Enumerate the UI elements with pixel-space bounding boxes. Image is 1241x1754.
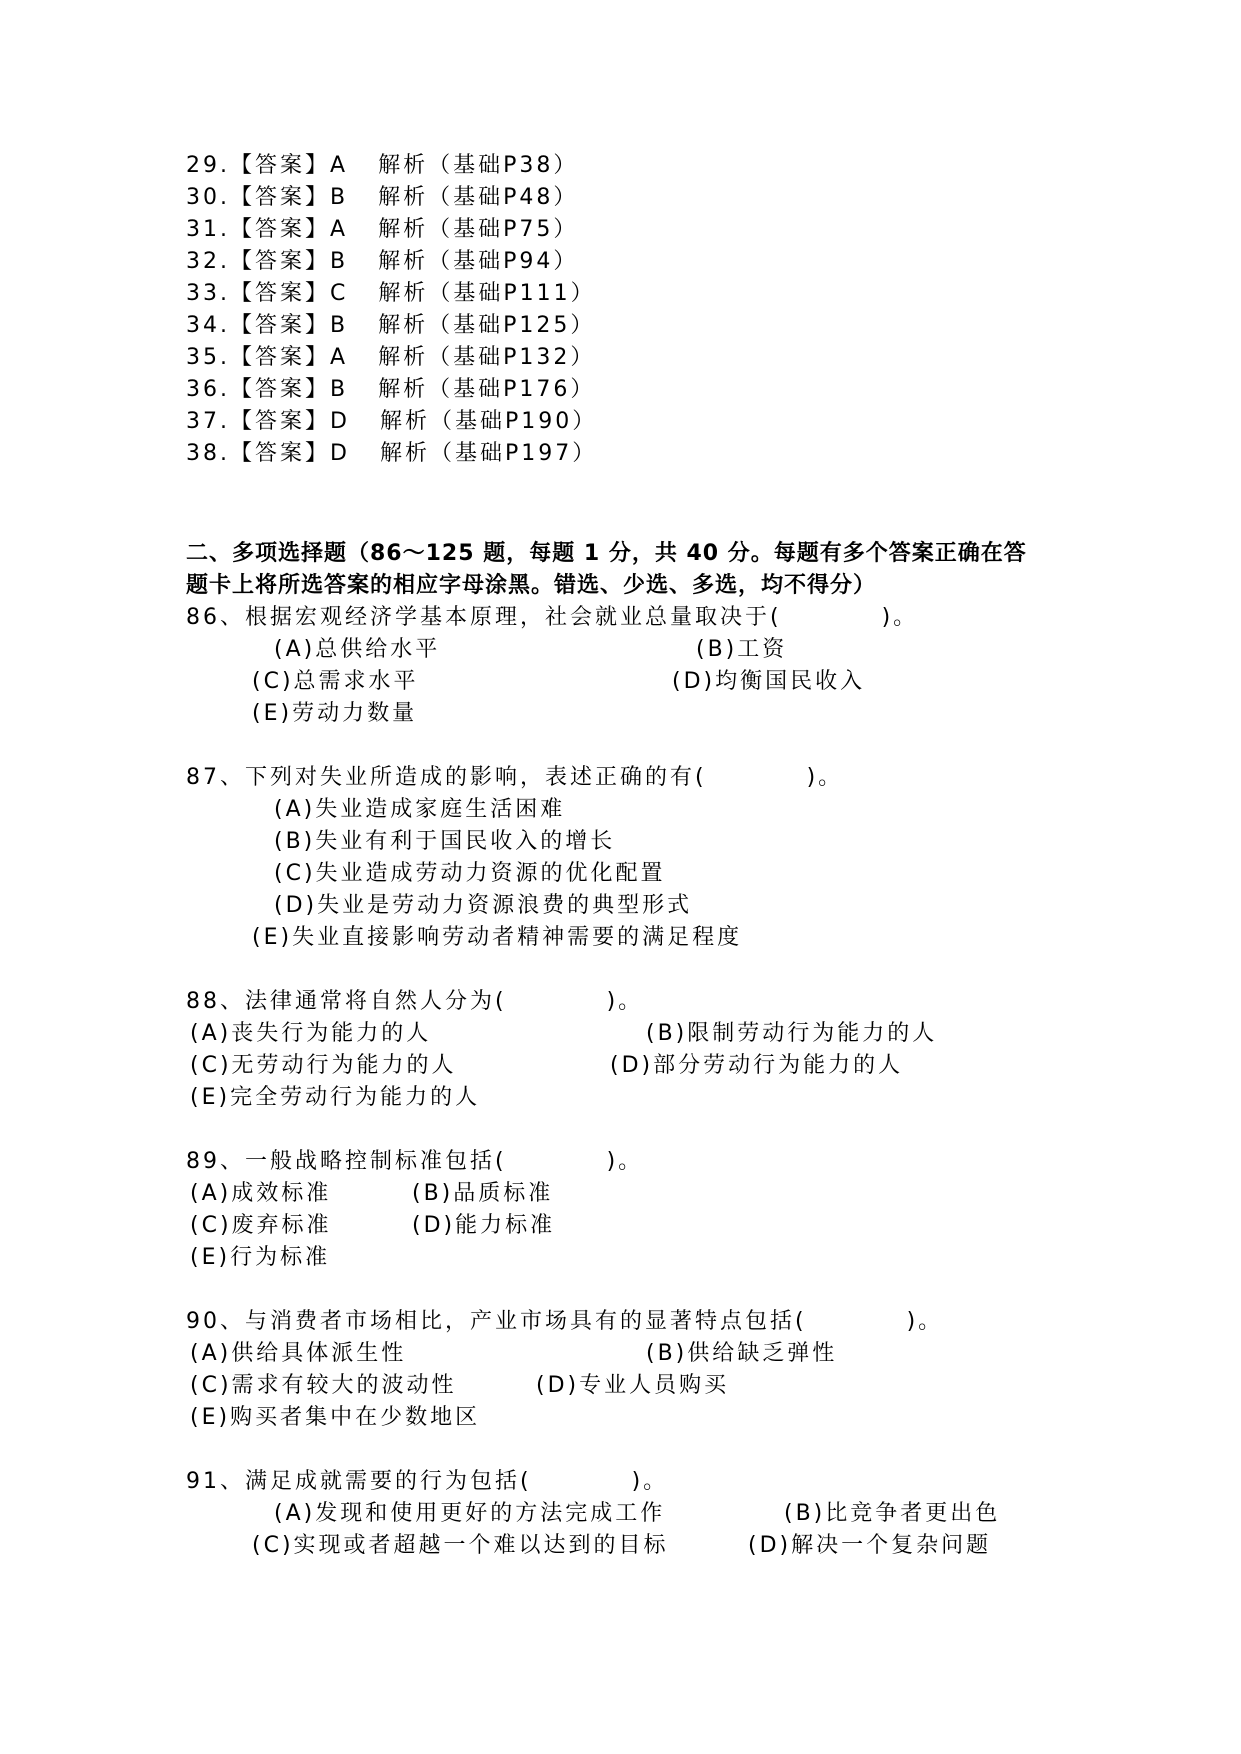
question-90-option-d: (D)专业人员购买 — [536, 1373, 730, 1398]
question-88-option-a: (A)丧失行为能力的人 — [190, 1021, 432, 1046]
answer-line-30: 30.【答案】B 解析（基础P48） — [186, 185, 579, 210]
question-89-option-b: (B)品质标准 — [412, 1181, 554, 1206]
answer-line-33: 33.【答案】C 解析（基础P111） — [186, 281, 596, 306]
question-88-option-d: (D)部分劳动行为能力的人 — [610, 1053, 904, 1078]
question-90-option-b: (B)供给缺乏弹性 — [646, 1341, 838, 1366]
question-89-option-a: (A)成效标准 — [190, 1181, 332, 1206]
question-89-option-e: (E)行为标准 — [190, 1245, 331, 1270]
question-87-option-c: (C)失业造成劳动力资源的优化配置 — [274, 861, 666, 886]
question-90-stem: 90、与消费者市场相比，产业市场具有的显著特点包括( )。 — [186, 1309, 944, 1334]
question-91-option-c: (C)实现或者超越一个难以达到的目标 — [252, 1533, 669, 1558]
answer-line-37: 37.【答案】D 解析（基础P190） — [186, 409, 598, 434]
question-90-option-a: (A)供给具体派生性 — [190, 1341, 407, 1366]
question-89-stem: 89、一般战略控制标准包括( )。 — [186, 1149, 644, 1174]
question-86-stem: 86、根据宏观经济学基本原理，社会就业总量取决于( )。 — [186, 605, 919, 630]
question-89-option-d: (D)能力标准 — [412, 1213, 556, 1238]
question-90-option-c: (C)需求有较大的波动性 — [190, 1373, 457, 1398]
answer-line-31: 31.【答案】A 解析（基础P75） — [186, 217, 579, 242]
question-89-option-c: (C)废弃标准 — [190, 1213, 332, 1238]
question-88-option-b: (B)限制劳动行为能力的人 — [646, 1021, 938, 1046]
question-88-stem: 88、法律通常将自然人分为( )。 — [186, 989, 644, 1014]
section-heading-line-1: 二、多项选择题（86～125 题，每题 1 分，共 40 分。每题有多个答案正确在答 — [186, 541, 1027, 566]
question-88-option-e: (E)完全劳动行为能力的人 — [190, 1085, 481, 1110]
question-87-option-a: (A)失业造成家庭生活困难 — [274, 797, 566, 822]
answer-line-35: 35.【答案】A 解析（基础P132） — [186, 345, 596, 370]
question-87-option-d: (D)失业是劳动力资源浪费的典型形式 — [274, 893, 693, 918]
question-91-option-a: (A)发现和使用更好的方法完成工作 — [274, 1501, 666, 1526]
question-88-option-c: (C)无劳动行为能力的人 — [190, 1053, 457, 1078]
question-91-stem: 91、满足成就需要的行为包括( )。 — [186, 1469, 669, 1494]
question-87-option-b: (B)失业有利于国民收入的增长 — [274, 829, 616, 854]
answer-line-29: 29.【答案】A 解析（基础P38） — [186, 153, 579, 178]
answer-line-38: 38.【答案】D 解析（基础P197） — [186, 441, 598, 466]
answer-line-34: 34.【答案】B 解析（基础P125） — [186, 313, 596, 338]
question-86-option-d: (D)均衡国民收入 — [672, 669, 866, 694]
question-86-option-c: (C)总需求水平 — [252, 669, 419, 694]
question-86-option-b: (B)工资 — [696, 637, 788, 662]
answer-line-32: 32.【答案】B 解析（基础P94） — [186, 249, 579, 274]
question-91-option-d: (D)解决一个复杂问题 — [748, 1533, 992, 1558]
question-91-option-b: (B)比竞争者更出色 — [784, 1501, 1001, 1526]
section-heading-line-2: 题卡上将所选答案的相应字母涂黑。错选、少选、多选，均不得分） — [186, 573, 877, 598]
question-87-stem: 87、下列对失业所造成的影响，表述正确的有( )。 — [186, 765, 844, 790]
question-87-option-e: (E)失业直接影响劳动者精神需要的满足程度 — [252, 925, 743, 950]
question-90-option-e: (E)购买者集中在少数地区 — [190, 1405, 481, 1430]
answer-line-36: 36.【答案】B 解析（基础P176） — [186, 377, 596, 402]
question-86-option-e: (E)劳动力数量 — [252, 701, 418, 726]
question-86-option-a: (A)总供给水平 — [274, 637, 441, 662]
